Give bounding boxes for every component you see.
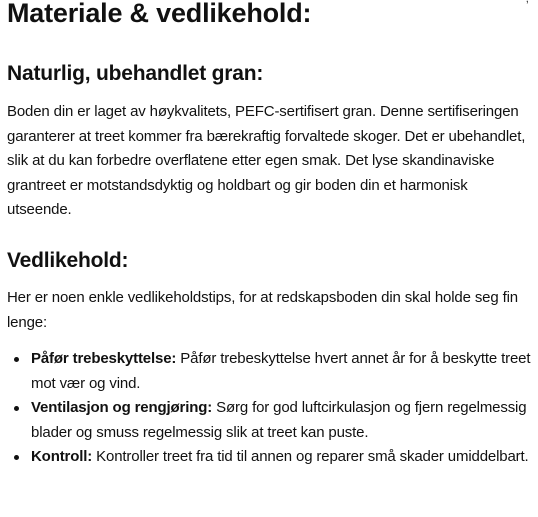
tip-label: Ventilasjon og rengjøring: <box>31 399 213 416</box>
section-paragraph-material: Boden din er laget av høykvalitets, PEFC-sertifisert gran. Denne sertifiseringen garanterer at treet kommer fra bærekraftig forvaltede skoger. Det er ubehandlet, slik at du kan forbedre overflatene etter egen smak. Det lyse skandinaviske grantreet er motstandsdyktig og holdbart og gir boden din et harmonisk utseende. <box>7 103 526 218</box>
corner-glyph <box>526 0 529 5</box>
list-item <box>7 347 532 396</box>
section-paragraph-maintenance: Her er noen enkle vedlikeholdstips, for at redskapsboden din skal holde seg fin lenge: <box>7 289 518 331</box>
page-title: Materiale & vedlikehold: <box>7 0 312 28</box>
section-heading-material: Naturlig, ubehandlet gran: <box>7 62 264 85</box>
list-item <box>7 396 532 445</box>
bullet-icon <box>14 406 19 411</box>
tip-label: Påfør trebeskyttelse: <box>31 350 177 367</box>
tip-label: Kontroll: <box>31 448 93 465</box>
tip-text: Påfør trebeskyttelse hvert annet år for å beskytte treet mot vær og vind. <box>31 350 531 392</box>
maintenance-tips-list <box>7 347 532 470</box>
tip-text: Kontroller treet fra tid til annen og reparer små skader umiddelbart. <box>92 448 529 465</box>
section-heading-maintenance: Vedlikehold: <box>7 249 129 272</box>
list-item <box>7 445 532 470</box>
bullet-icon <box>14 357 19 362</box>
tip-text: Sørg for god luftcirkulasjon og fjern regelmessig blader og smuss regelmessig slik at treet kan puste. <box>31 399 527 441</box>
bullet-icon <box>14 455 19 460</box>
